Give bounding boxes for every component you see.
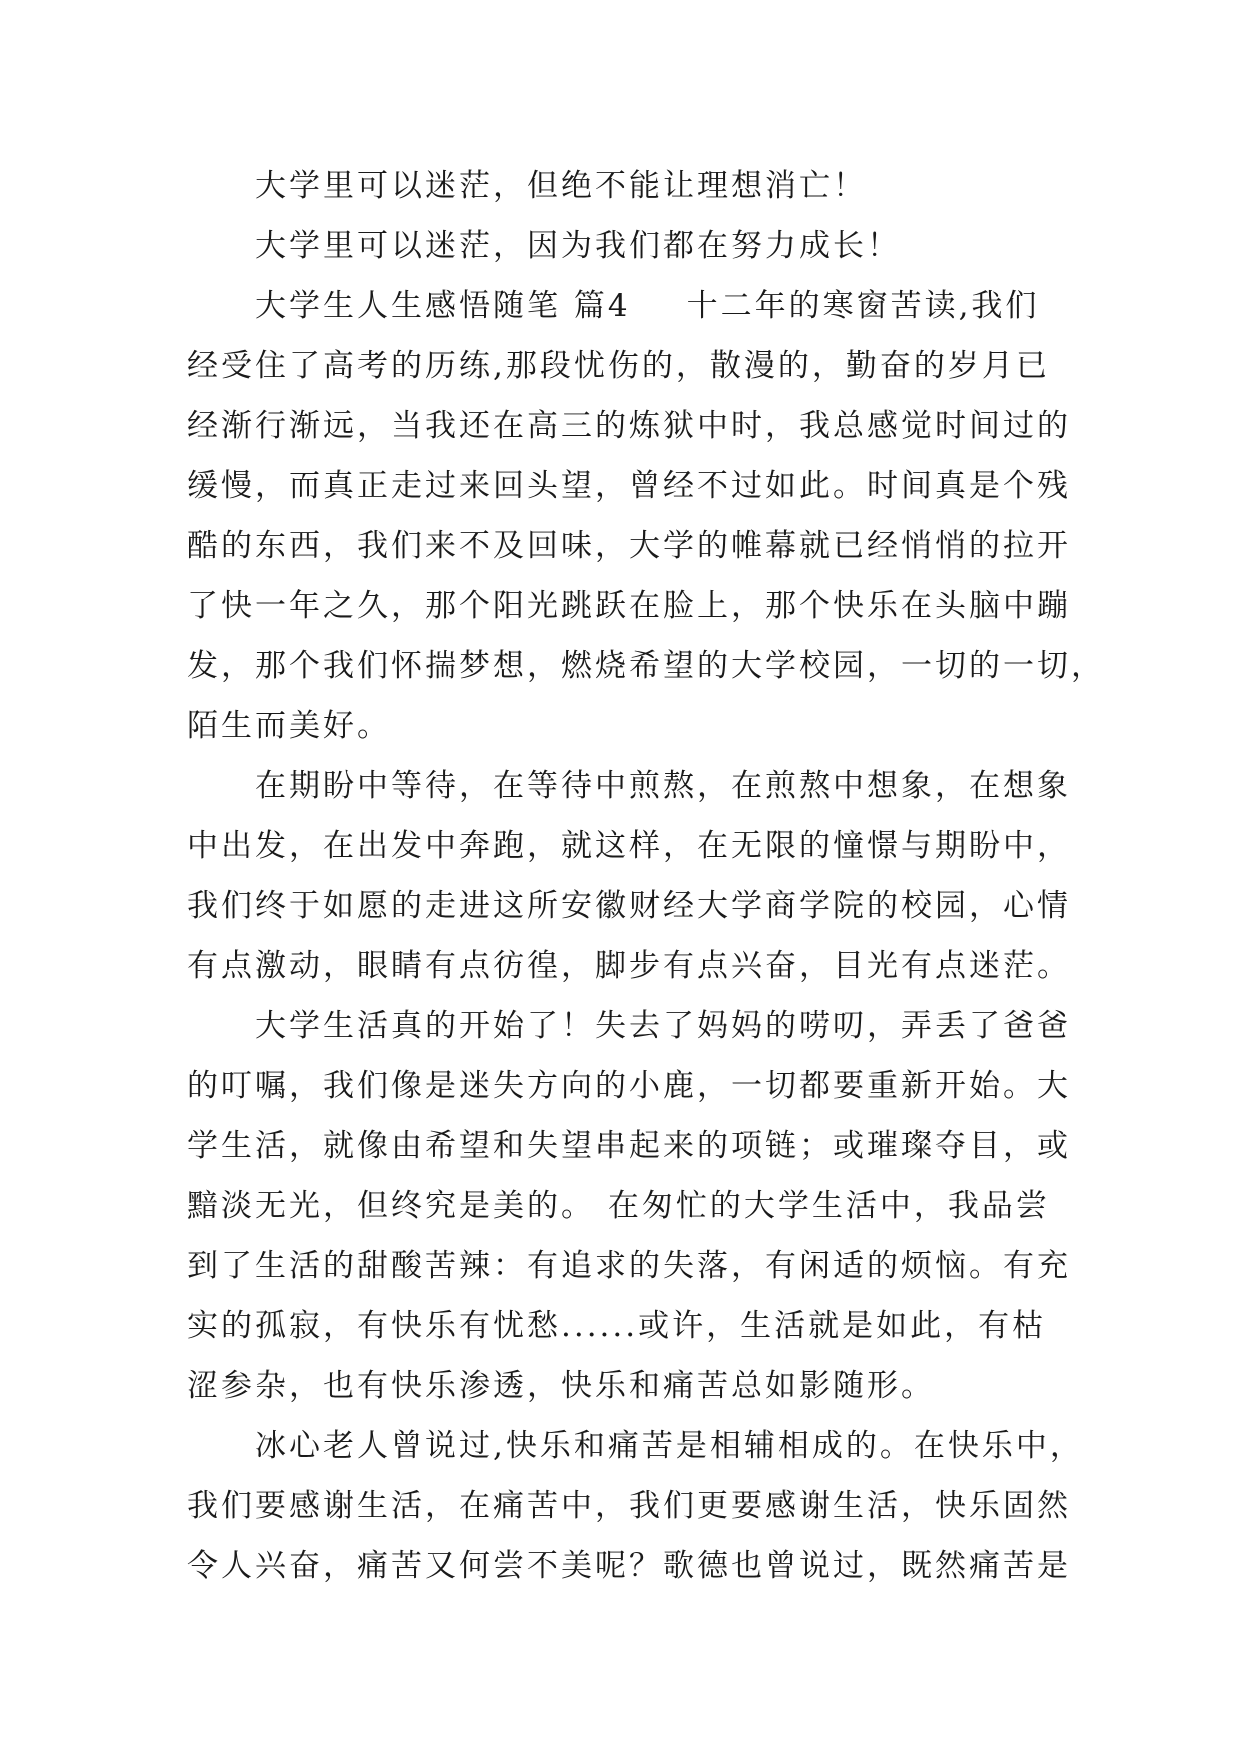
- text-line: 涩参杂，也有快乐渗透，快乐和痛苦总如影随形。: [187, 1368, 935, 1404]
- text-line: 在期盼中等待，在等待中煎熬，在煎熬中想象，在想象: [255, 768, 1071, 804]
- text-line: 陌生而美好。: [187, 708, 391, 744]
- text-line: 缓慢，而真正走过来回头望，曾经不过如此。时间真是个残: [187, 468, 1071, 504]
- paragraph: [187, 996, 1071, 1416]
- text-line: 了快一年之久，那个阳光跳跃在脸上，那个快乐在头脑中蹦: [187, 588, 1071, 624]
- text-line: 到了生活的甜酸苦辣：有追求的失落，有闲适的烦恼。有充: [187, 1248, 1071, 1284]
- text-line: 实的孤寂，有快乐有忧愁......或许，生活就是如此，有枯: [187, 1308, 1047, 1344]
- text-line: 大学里可以迷茫，但绝不能让理想消亡！: [255, 168, 867, 204]
- text-line: 的叮嘱，我们像是迷失方向的小鹿，一切都要重新开始。大: [187, 1068, 1071, 1104]
- text-line: 冰心老人曾说过,快乐和痛苦是相辅相成的。在快乐中，: [255, 1428, 1084, 1464]
- text-line: 黯淡无光，但终究是美的。 在匆忙的大学生活中，我品尝: [187, 1188, 1050, 1224]
- text-line: 有点激动，眼睛有点彷徨，脚步有点兴奋，目光有点迷茫。: [187, 948, 1071, 984]
- text-fragment: 十二年的寒窗苦读,我们: [686, 288, 1040, 324]
- paragraph: [187, 756, 1071, 996]
- paragraph: [187, 216, 1063, 276]
- text-line: 学生活，就像由希望和失望串起来的项链；或璀璨夺目，或: [187, 1128, 1071, 1164]
- text-line: 令人兴奋，痛苦又何尝不美呢？歌德也曾说过，既然痛苦是: [187, 1548, 1071, 1584]
- text-line: 经受住了高考的历练,那段忧伤的，散漫的，勤奋的岁月已: [187, 348, 1050, 384]
- text-line: 我们要感谢生活，在痛苦中，我们更要感谢生活，快乐固然: [187, 1488, 1071, 1524]
- paragraph: [187, 1416, 1084, 1596]
- text-line: 经渐行渐远，当我还在高三的炼狱中时，我总感觉时间过的: [187, 408, 1071, 444]
- text-line: 大学生活真的开始了！失去了妈妈的唠叨，弄丢了爸爸: [255, 1008, 1071, 1044]
- text-line: 我们终于如愿的走进这所安徽财经大学商学院的校园，心情: [187, 888, 1071, 924]
- section-heading: 大学生人生感悟随笔 篇4: [255, 288, 631, 324]
- paragraph: [187, 156, 1063, 216]
- document-body: [187, 156, 1105, 1596]
- text-line: 酷的东西，我们来不及回味，大学的帷幕就已经悄悄的拉开: [187, 528, 1071, 564]
- text-line: 中出发，在出发中奔跑，就这样，在无限的憧憬与期盼中，: [187, 828, 1071, 864]
- text-line: 发，那个我们怀揣梦想，燃烧希望的大学校园，一切的一切，: [187, 648, 1105, 684]
- paragraph: [187, 276, 1105, 756]
- text-line: [187, 276, 1063, 336]
- text-line: 大学里可以迷茫，因为我们都在努力成长！: [255, 228, 901, 264]
